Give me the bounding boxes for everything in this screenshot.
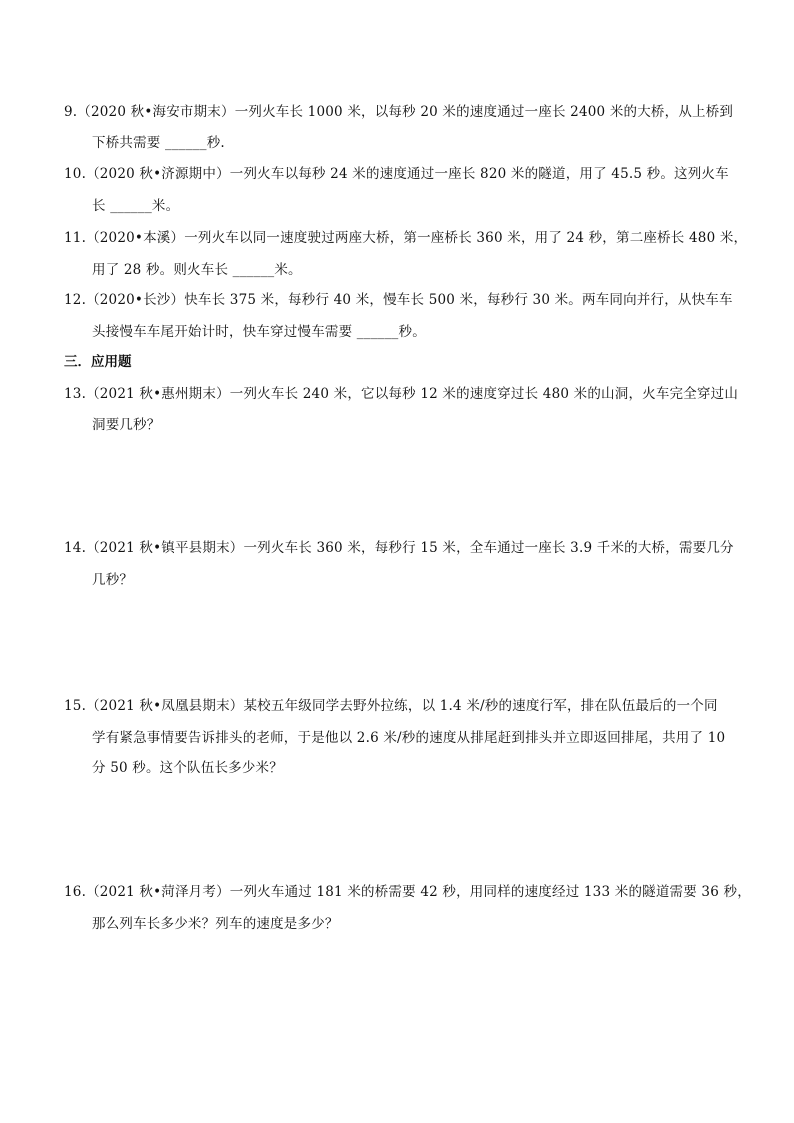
problem-13-line-1: 13.（2021 秋•惠州期末）一列火车长 240 米，它以每秒 12 米的速度穿过长 480 米的山洞，火车完全穿过山 xyxy=(64,386,739,402)
problem-16-line-1: 16.（2021 秋•菏泽月考）一列火车通过 181 米的桥需要 42 秒，用同样的速度经过 133 米的隧道需要 36 秒， xyxy=(64,884,751,900)
problem-12-line-1: 12.（2020•长沙）快车长 375 米，每秒行 40 米，慢车长 500 米，每秒行 30 米。两车同向并行，从快车车 xyxy=(64,292,733,308)
problem-9-line-1: 9.（2020 秋•海安市期末）一列火车长 1000 米，以每秒 20 米的速度通过一座长 2400 米的大桥，从上桥到 xyxy=(64,104,734,120)
problem-10-line-2: 长 ______米。 xyxy=(92,198,180,214)
problem-11-line-2: 用了 28 秒。则火车长 ______米。 xyxy=(92,262,302,278)
problem-15-line-2: 学有紧急事情要告诉排头的老师，于是他以 2.6 米/秒的速度从排尾赶到排头并立即返回排尾，共用了 10 xyxy=(92,730,726,746)
problem-16-line-2: 那么列车长多少米？列车的速度是多少？ xyxy=(92,916,339,932)
problem-14-line-2: 几秒？ xyxy=(92,572,134,588)
problem-11-line-1: 11.（2020•本溪）一列火车以同一速度驶过两座大桥，第一座桥长 360 米，用了 24 秒，第二座桥长 480 米， xyxy=(64,230,748,246)
problem-15-line-3: 分 50 秒。这个队伍长多少米？ xyxy=(92,760,283,776)
problem-14-line-1: 14.（2021 秋•镇平县期末）一列火车长 360 米，每秒行 15 米，全车通过一座长 3.9 千米的大桥，需要几分 xyxy=(64,540,734,556)
problem-13-line-2: 洞要几秒？ xyxy=(92,417,161,433)
problem-10-line-1: 10.（2020 秋•济源期中）一列火车以每秒 24 米的速度通过一座长 820 米的隧道，用了 45.5 秒。这列火车 xyxy=(64,166,729,182)
problem-12-line-2: 头接慢车车尾开始计时，快车穿过慢车需要 ______秒。 xyxy=(92,324,426,340)
problem-15-line-1: 15.（2021 秋•凤凰县期末）某校五年级同学去野外拉练，以 1.4 米/秒的速度行军，排在队伍最后的一个同 xyxy=(64,698,718,714)
problem-9-line-2: 下桥共需要 ______秒. xyxy=(92,135,225,151)
section-heading: 三．应用题 xyxy=(64,354,132,370)
